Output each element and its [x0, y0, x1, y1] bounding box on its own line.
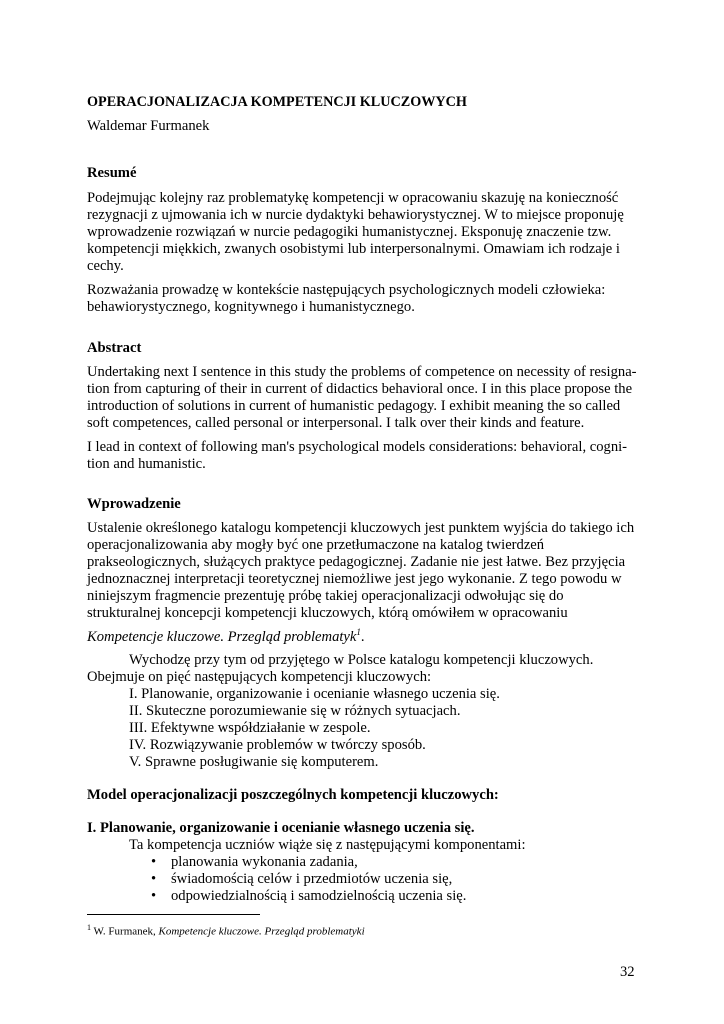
text-line: Rozważania prowadzę w kontekście następujących psychologicznych modeli człowieka:	[87, 282, 606, 298]
text-line: wprowadzenie rozwiązań w nurcie pedagogiki humanistycznej. Eksponuję znaczenie tzw.	[87, 224, 612, 240]
resume-paragraph-1	[87, 190, 639, 275]
text-line: tion from capturing of their in current of didactics behavioral once. I in this place propose the	[87, 381, 633, 397]
competence-list	[87, 686, 681, 771]
intro-heading: Wprowadzenie	[87, 496, 181, 512]
reference-end: .	[360, 629, 365, 645]
resume-heading: Resumé	[87, 165, 137, 181]
text-line: Undertaking next I sentence in this study the problems of competence on necessity of resigna-	[87, 364, 637, 380]
footnote-divider	[87, 914, 260, 915]
text-line: Obejmuje on pięć następujących kompetencji kluczowych:	[87, 669, 432, 685]
list-item: III. Efektywne współdziałanie w zespole.	[129, 720, 371, 736]
model-heading: Model operacjonalizacji poszczególnych kompetencji kluczowych:	[87, 787, 499, 803]
text-line: strukturalnej koncepcji kompetencji kluczowych, którą omówiłem w opracowaniu	[87, 605, 568, 621]
text-line: Ustalenie określonego katalogu kompetencji kluczowych jest punktem wyjścia do takiego ich	[87, 520, 635, 536]
text-line: Wychodzę przy tym od przyjętego w Polsce katalogu kompetencji kluczowych.	[129, 652, 594, 668]
resume-paragraph-2	[87, 282, 639, 316]
text-line: introduction of solutions in current of humanistic pedagogy. I exhibit meaning the so called	[87, 398, 621, 414]
model-intro: Ta kompetencja uczniów wiąże się z następującymi komponentami:	[129, 837, 526, 853]
list-item: IV. Rozwiązywanie problemów w twórczy sposób.	[129, 737, 426, 753]
footnote-text: W. Furmanek,	[91, 925, 159, 938]
footnote-marker[interactable]: 1	[356, 627, 361, 638]
list-item: II. Skuteczne porozumiewanie się w różnych sytuacjach.	[129, 703, 461, 719]
footnote-italic: Kompetencje kluczowe. Przegląd problematyki	[158, 925, 365, 938]
text-line: rezygnacji z ujmowania ich w nurcie dydaktyki behawiorystycznej. W to miejsce proponuję	[87, 207, 624, 223]
text-line: behawiorystycznego, kognitywnego i humanistycznego.	[87, 299, 415, 315]
text-line: prakseologicznych, służących praktyce pedagogicznej. Zadanie nie jest łatwe. Bez przyjęcia	[87, 554, 626, 570]
model-subheading: I. Planowanie, organizowanie i ocenianie własnego uczenia się.	[87, 820, 475, 836]
bullet-item: • odpowiedzialnością i samodzielnością uczenia się.	[87, 888, 639, 905]
list-item: V. Sprawne posługiwanie się komputerem.	[129, 754, 379, 770]
abstract-heading: Abstract	[87, 340, 142, 356]
text-line: operacjonalizowania aby mogły być one przetłumaczone na katalog twierdzeń	[87, 537, 545, 553]
text-line: jednoznacznej interpretacji teoretycznej niemożliwe jest jego wykonanie. Z tego powodu w	[87, 571, 622, 587]
document-title: OPERACJONALIZACJA KOMPETENCJI KLUCZOWYCH	[87, 94, 467, 110]
list-item: I. Planowanie, organizowanie i ocenianie własnego uczenia się.	[129, 686, 500, 702]
text-line: tion and humanistic.	[87, 456, 206, 472]
bullet-item: • świadomością celów i przedmiotów uczenia się,	[87, 871, 639, 888]
text-line: cechy.	[87, 258, 124, 274]
author: Waldemar Furmanek	[87, 118, 210, 134]
bullet-item: • planowania wykonania zadania,	[87, 854, 639, 871]
intro-paragraph-2	[87, 652, 639, 686]
abstract-paragraph-2	[87, 439, 639, 473]
component-list	[87, 854, 639, 905]
abstract-paragraph-1	[87, 364, 639, 432]
footnote	[87, 921, 639, 939]
text-line: kompetencji miękkich, zwanych osobistymi lub interpersonalnymi. Omawiam ich rodzaje i	[87, 241, 620, 257]
intro-paragraph-1	[87, 520, 639, 622]
page-number: 32	[620, 964, 635, 980]
text-line: Podejmując kolejny raz problematykę kompetencji w opracowaniu skazuję na konieczność	[87, 190, 619, 206]
text-line: soft competences, called personal or interpersonal. I talk over their kinds and feature.	[87, 415, 585, 431]
reference-line	[87, 629, 639, 646]
footnote-number: 1	[87, 923, 91, 932]
reference-title: Kompetencje kluczowe. Przegląd problematyk	[87, 629, 357, 645]
text-line: niniejszym fragmencie prezentuję próbę takiej operacjonalizacji odwołując się do	[87, 588, 564, 604]
text-line: I lead in context of following man's psychological models considerations: behavioral, cogni-	[87, 439, 628, 455]
